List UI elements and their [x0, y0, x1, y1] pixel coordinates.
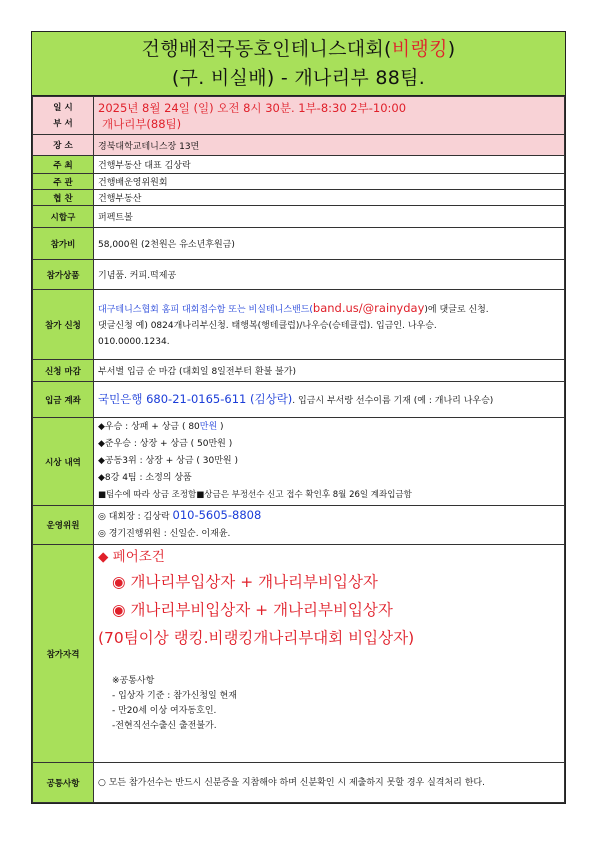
- info-table: [32, 96, 565, 803]
- prize-note: ■팀수에 따라 상금 조정함■상금은 부정선수 신고 접수 확인후 8월 26일 계좌입금함: [98, 490, 412, 500]
- eligibility-spacer: [98, 652, 560, 674]
- eligibility-note: (70팀이상 랭킹.비랭킹개나리부대회 비입상자): [98, 629, 415, 647]
- sponsor-value: 건행부동산: [94, 190, 565, 206]
- title-prefix: 건행배전국동호인테니스대회(: [141, 38, 392, 60]
- title-line-2: (구. 비실배) - 개나리부 88팀.: [171, 67, 426, 89]
- common-winner-criteria: - 입상자 기준 : 참가신청일 현재: [112, 691, 237, 701]
- row-schedule: [33, 97, 565, 135]
- committee-chair-text: ◎ 대회장 : 김상락: [98, 512, 173, 522]
- eligibility-option-2: ◉ 개나리부비입상자 + 개나리부비입상자: [112, 601, 393, 619]
- label-prizes: 시상 내역: [33, 418, 94, 506]
- account-number: 국민은행 680-21-0165-611 (김상락): [98, 391, 293, 406]
- row-fee: [33, 228, 565, 260]
- common-former-players: -전현직선수출신 출전불가.: [112, 721, 217, 731]
- prizes-cell: [94, 418, 565, 506]
- title-suffix: ): [447, 38, 456, 60]
- label-host: 주 최: [33, 156, 94, 174]
- row-eligibility: [33, 545, 565, 763]
- committee-chair-phone: 010-5605-8808: [172, 508, 262, 522]
- title-line-1: [32, 35, 565, 64]
- host-value: 건행부동산 대표 김상락: [94, 156, 565, 174]
- label-venue: 장 소: [33, 135, 94, 156]
- apply-band-link[interactable]: band.us/@rainyday: [312, 300, 425, 315]
- eligibility-cell: [94, 545, 565, 763]
- row-ball: [33, 206, 565, 228]
- row-apply: [33, 290, 565, 360]
- prize-winner: [98, 419, 560, 436]
- label-committee: 운영위원: [33, 506, 94, 545]
- eligibility-option-1: ◉ 개나리부입상자 + 개나리부비입상자: [112, 573, 378, 591]
- label-ball: 시합구: [33, 206, 94, 228]
- label-date: 일 시: [53, 102, 73, 113]
- title-banner: [32, 32, 565, 96]
- apply-after-link: )에 댓글로 신청.: [424, 304, 489, 315]
- committee-officials: ◎ 경기진행위원 : 신일순. 이재윤.: [98, 529, 231, 539]
- label-fee: 참가비: [33, 228, 94, 260]
- fee-value: 58,000원 (2천원은 유소년후원금): [94, 228, 565, 260]
- gift-value: 기념품. 커피.떡제공: [94, 260, 565, 290]
- common-age: - 만20세 이상 여자동호인.: [112, 706, 217, 716]
- label-schedule: [33, 97, 94, 135]
- row-organizer: [33, 174, 565, 190]
- schedule-cell: [94, 97, 565, 135]
- row-gift: [33, 260, 565, 290]
- apply-example-phone: 010.0000.1234.: [98, 336, 170, 347]
- schedule-division: 개나리부(88팀): [102, 116, 182, 131]
- row-prizes: [33, 418, 565, 506]
- row-committee: [33, 506, 565, 545]
- label-eligibility: 참가자격: [33, 545, 94, 763]
- prize-runner-up: ◆준우승 : 상장 + 상금 ( 50만원 ): [98, 439, 233, 449]
- row-account: [33, 382, 565, 418]
- apply-site-text: 대구테니스협회 홈피 대회접수함 또는 비실테니스밴드(: [98, 304, 313, 315]
- label-division: 부 서: [53, 118, 73, 129]
- apply-example: 댓글신청 예) 0824개나리부신청. 태행복(행테클럽)/나우승(승테클럽). 입금인. 나우승.: [98, 320, 437, 331]
- row-deadline: [33, 360, 565, 382]
- prize-winner-text: ◆우승 : 상패 + 상금 ( 80: [98, 422, 200, 432]
- label-gift: 참가상품: [33, 260, 94, 290]
- common-value: ○ 모든 참가선수는 반드시 신분증을 지참해야 하며 신분확인 시 제출하지 못할 경우 실격처리 한다.: [94, 763, 565, 803]
- prize-winner-amount-unit: 만원: [199, 422, 218, 432]
- row-sponsor: [33, 190, 565, 206]
- row-host: [33, 156, 565, 174]
- account-note: . 입금시 부서랑 선수이름 기재 (예 : 개나리 나우승): [292, 395, 494, 406]
- committee-cell: [94, 506, 565, 545]
- label-sponsor: 협 찬: [33, 190, 94, 206]
- prize-third: ◆공동3위 : 상장 + 상금 ( 30만원 ): [98, 456, 238, 466]
- prize-quarterfinal: ◆8강 4팀 : 소정의 상품: [98, 473, 192, 483]
- label-common: 공통사항: [33, 763, 94, 803]
- row-venue: [33, 135, 565, 156]
- organizer-value: 건행배운영위원회: [94, 174, 565, 190]
- schedule-datetime: 2025년 8월 24일 (일) 오전 8시 30분. 1부-8:30 2부-10:00: [98, 100, 407, 115]
- apply-line-1: [98, 300, 560, 318]
- label-organizer: 주 관: [33, 174, 94, 190]
- prize-winner-close: ): [217, 422, 224, 432]
- title-red-tag: 비랭킹: [391, 38, 448, 60]
- ball-value: 퍼펙트볼: [94, 206, 565, 228]
- label-deadline: 신청 마감: [33, 360, 94, 382]
- common-heading: ※공통사항: [112, 676, 155, 686]
- tournament-notice-sheet: [31, 31, 566, 804]
- label-apply: 참가 신청: [33, 290, 94, 360]
- apply-cell: [94, 290, 565, 360]
- label-account: 입금 계좌: [33, 382, 94, 418]
- committee-chair: [98, 507, 560, 526]
- deadline-value: 부서별 입금 순 마감 (대회일 8일전부터 환불 불가): [94, 360, 565, 382]
- row-common: [33, 763, 565, 803]
- account-cell: [94, 382, 565, 418]
- venue-value: 경북대학교테니스장 13면: [94, 135, 565, 156]
- eligibility-pair-heading: ◆ 페어조건: [98, 549, 165, 565]
